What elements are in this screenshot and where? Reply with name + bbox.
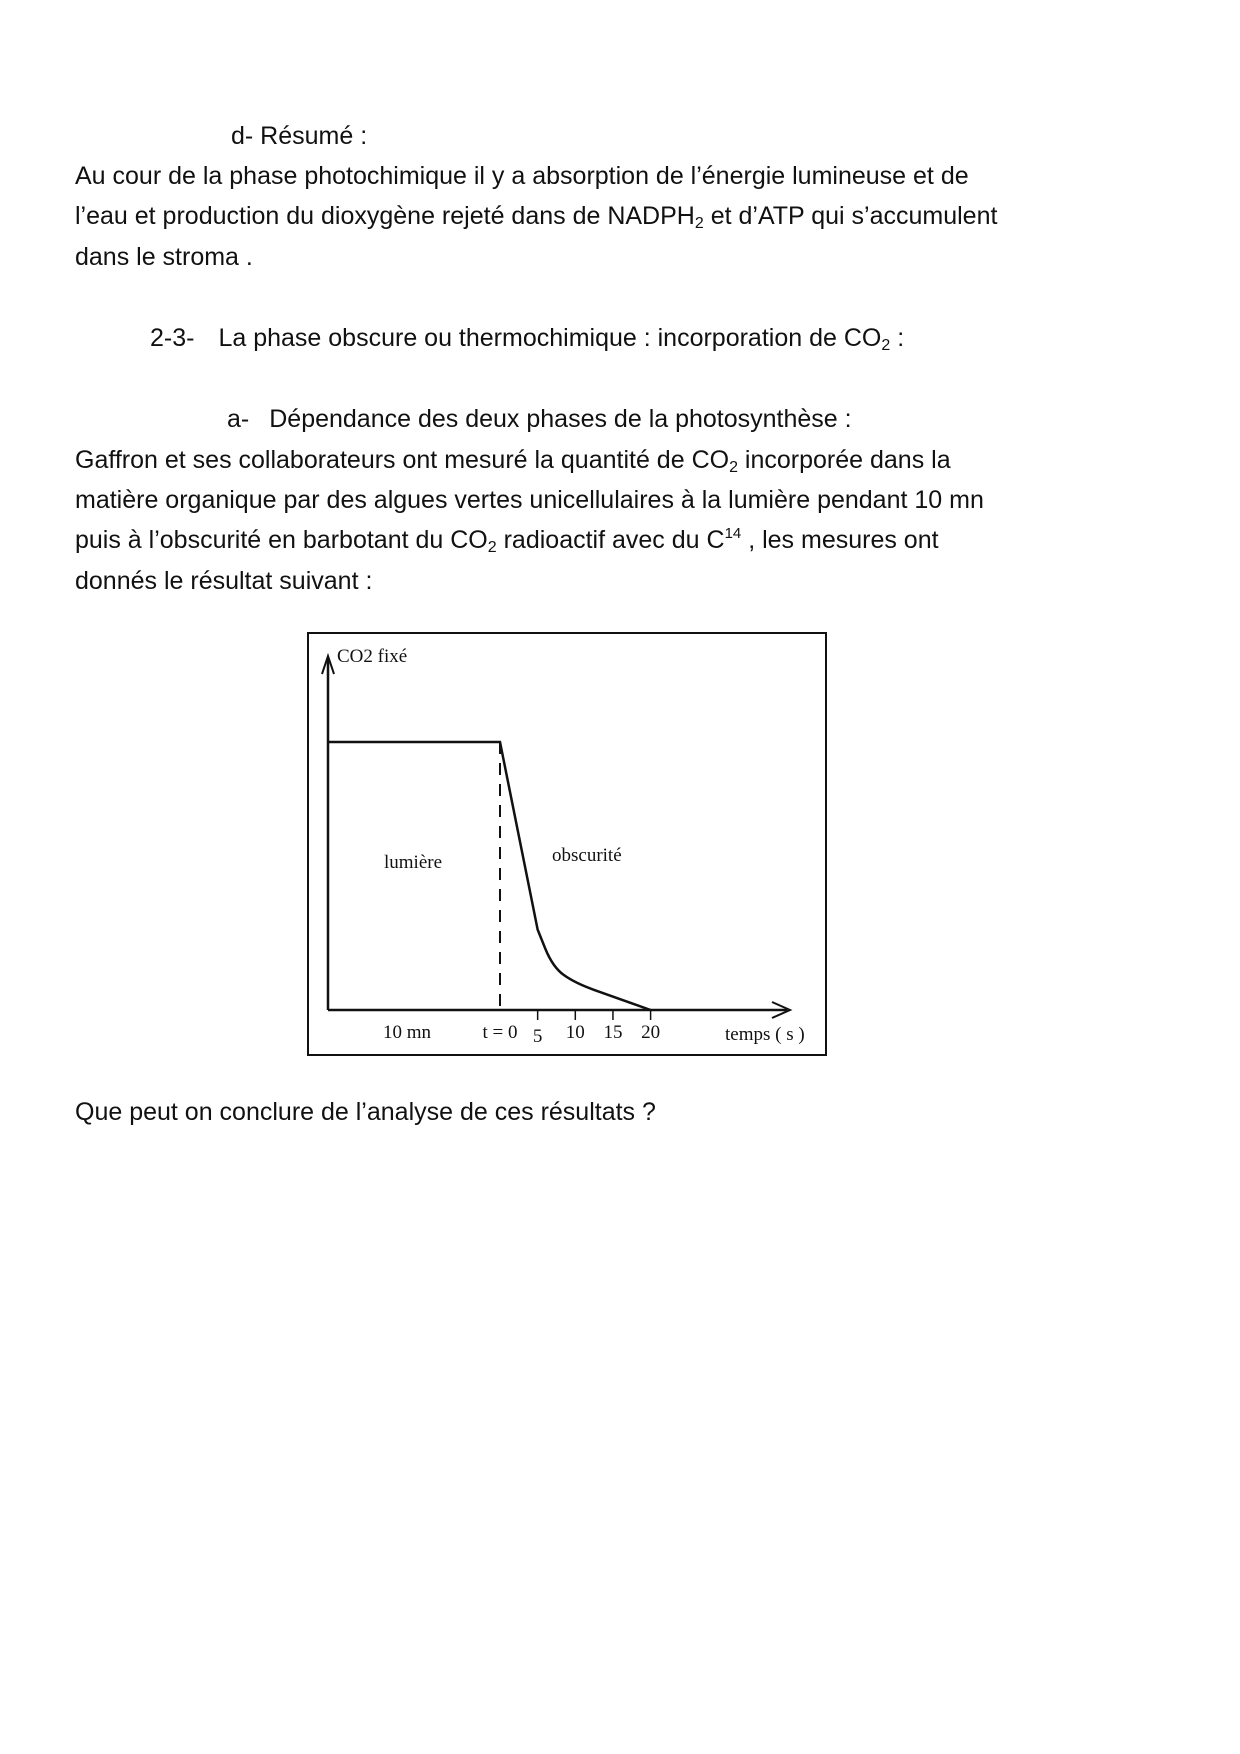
y-axis-label: CO2 fixé — [337, 646, 408, 667]
section-a-line2: matière organique par des algues vertes unicellulaires à la lumière pendant 10 mn — [75, 486, 984, 514]
x-axis-label: temps ( s ) — [725, 1024, 805, 1045]
section-a-line3: puis à l’obscurité en barbotant du $CO_2$ radioactif avec du $C^{14}$ , les mesures ont — [75, 525, 939, 556]
x-tick-label: 15 — [603, 1022, 623, 1043]
co2-fixation-chart — [307, 632, 827, 1056]
chart-frame — [308, 633, 826, 1055]
section-a-line1: Gaffron et ses collaborateurs ont mesuré la quantité de $CO_2$ incorporée dans la — [75, 446, 951, 476]
x-tick-label: 10 — [565, 1022, 585, 1043]
question: Que peut on conclure de l’analyse de ces résultats ? — [75, 1098, 656, 1126]
section-number: 2-3- — [150, 324, 195, 352]
annotation-lumiere: lumière — [384, 852, 443, 873]
annotation-obscurite: obscurité — [552, 845, 622, 866]
x-tick-label: t = 0 — [482, 1022, 518, 1043]
x-tick-label: 10 mn — [382, 1022, 432, 1043]
section-d-title: d- Résumé : — [231, 122, 368, 150]
section-d-para-line1: Au cour de la phase photochimique il y a absorption de l’énergie lumineuse et de — [75, 162, 969, 190]
x-tick-label: 5 — [532, 1026, 543, 1047]
section-d-para-line2: l’eau et production du dioxygène rejeté dans de $NADPH_2$ et d’ATP qui s’accumulent — [75, 202, 998, 232]
chart-svg — [307, 632, 827, 1056]
section-a-heading: a- Dépendance des deux phases de la photosynthèse : — [227, 405, 852, 433]
section-d-para-line3: dans le stroma . — [75, 243, 253, 271]
x-tick-label: 20 — [641, 1022, 661, 1043]
section-23-heading: 2-3- La phase obscure ou thermochimique : incorporation de $CO_2$ : — [150, 324, 905, 354]
section-letter: a- — [227, 405, 250, 433]
section-a-line4: donnés le résultat suivant : — [75, 567, 373, 595]
